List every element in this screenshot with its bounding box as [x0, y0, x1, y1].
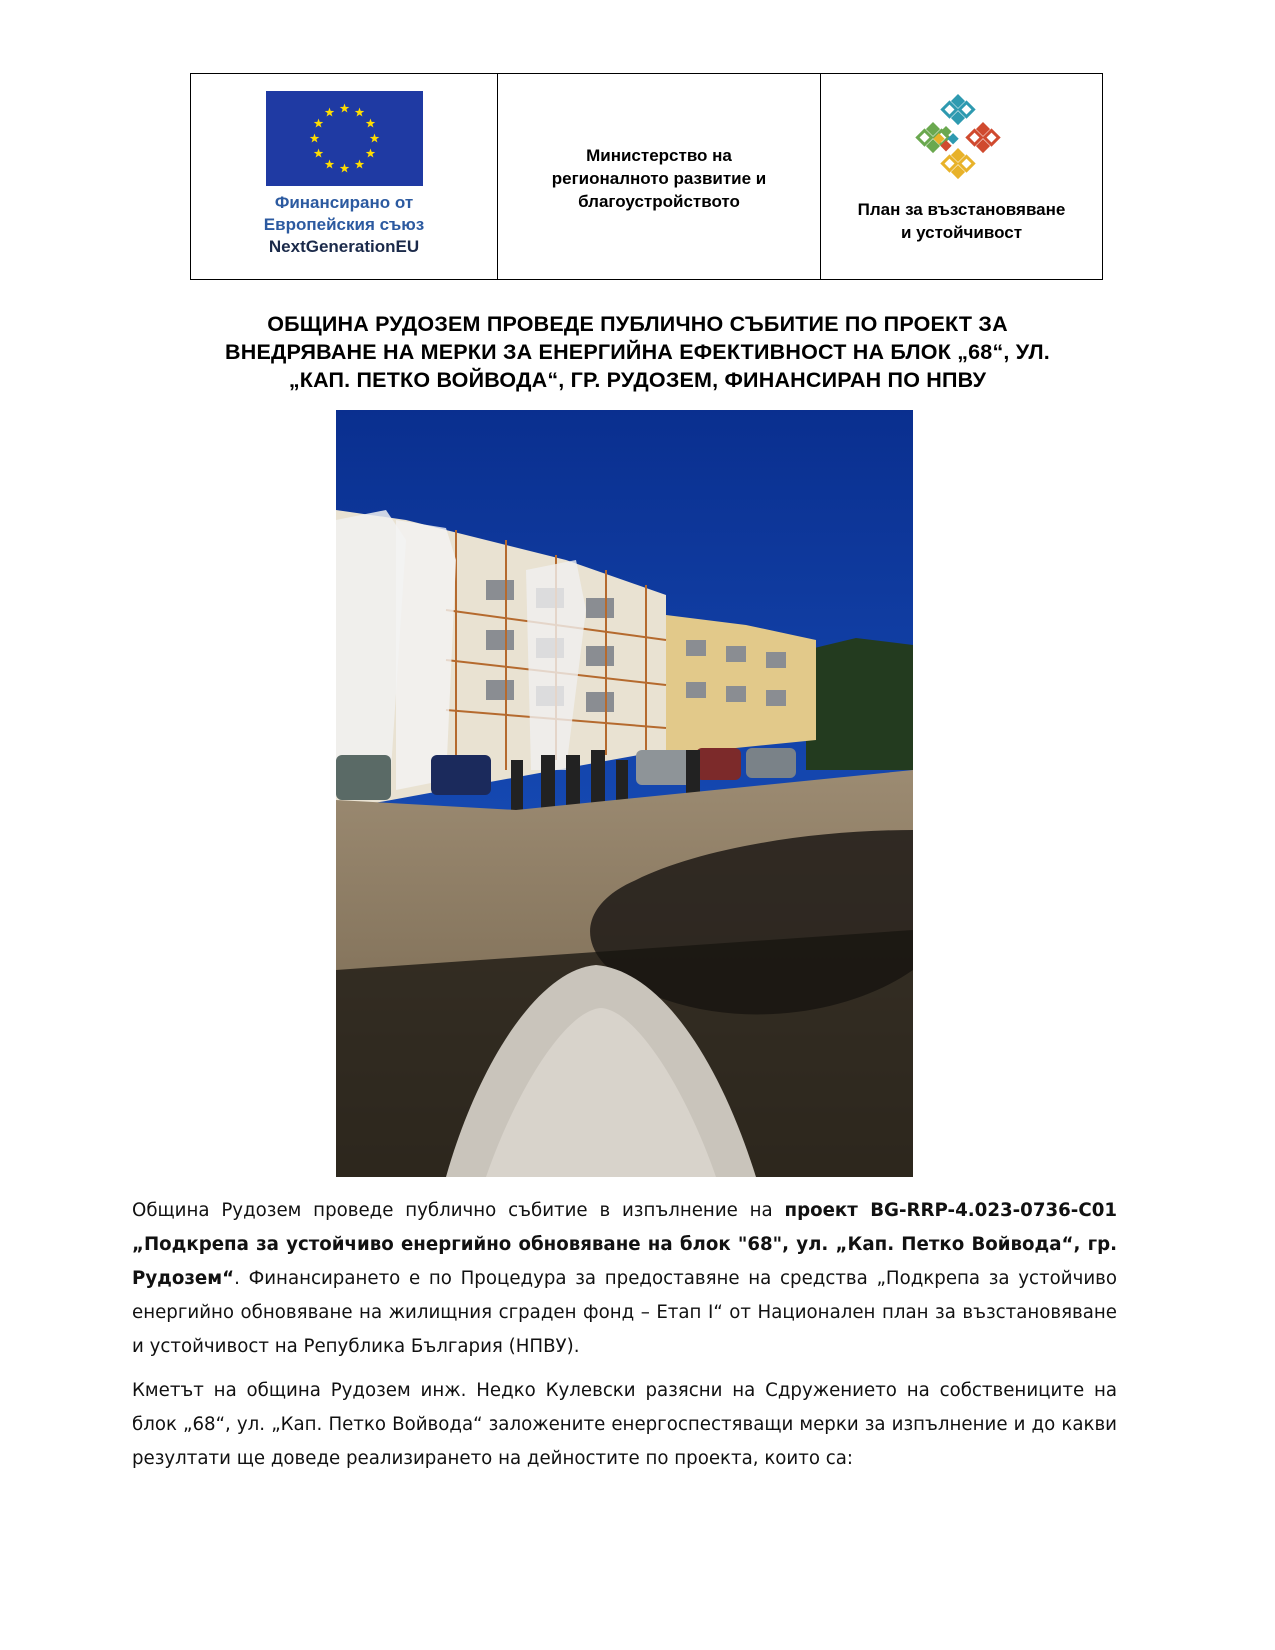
ministry-line-3: благоустройството [578, 192, 740, 211]
eu-line-1: Финансирано от [274, 193, 414, 212]
ministry-line-2: регионалното развитие и [551, 169, 767, 188]
eu-star-icon [340, 104, 350, 113]
ministry-line-1: Министерство на [586, 146, 732, 165]
title-line-2: ВНЕДРЯВАНЕ НА МЕРКИ ЗА ЕНЕРГИЙНА ЕФЕКТИВНОСТ НА БЛОК „68“, УЛ. [225, 340, 1050, 364]
building-photo [336, 410, 913, 1177]
eu-funding-caption [191, 192, 497, 258]
plan-line-2: и устойчивост [900, 223, 1023, 242]
recovery-plan-logo-icon [901, 86, 1016, 186]
eu-star-icon [310, 134, 320, 143]
paragraph1-intro: Община Рудозем проведе публично събитие в изпълнение на [132, 1200, 785, 1221]
eu-star-icon [355, 159, 365, 168]
eu-star-icon [340, 164, 350, 173]
eu-star-icon [355, 108, 365, 117]
eu-flag-icon [266, 91, 423, 186]
eu-star-icon [370, 134, 380, 143]
title-line-1: ОБЩИНА РУДОЗЕМ ПРОВЕДЕ ПУБЛИЧНО СЪБИТИЕ ПО ПРОЕКТ ЗА [267, 312, 1008, 336]
eu-star-icon [314, 119, 324, 128]
eu-star-icon [314, 149, 324, 158]
header-logos-table [190, 73, 1103, 280]
plan-line-1: План за възстановяване [857, 200, 1066, 219]
eu-star-icon [325, 159, 335, 168]
eu-line-3: NextGenerationEU [268, 237, 420, 256]
document-title [140, 310, 1135, 394]
eu-star-icon [366, 149, 376, 158]
ministry-name [498, 144, 820, 213]
paragraph-mayor-statement: Кметът на община Рудозем инж. Недко Кулевски разясни на Сдружението на собствениците на блок „68“, ул. „Кап. Петко Войвода“ заложените енергоспестяващи мерки за изпълнение и до какви резултати ще доведе реализирането на дейностите по проекта, които са: [132, 1380, 1117, 1469]
title-line-3: „КАП. ПЕТКО ВОЙВОДА“, ГР. РУДОЗЕМ, ФИНАНСИРАН ПО НПВУ [288, 368, 987, 392]
eu-star-icon [325, 108, 335, 117]
paragraph-project-info [132, 1194, 1117, 1364]
eu-star-icon [366, 119, 376, 128]
recovery-plan-cell [821, 74, 1102, 279]
eu-funding-cell [191, 74, 498, 279]
ministry-cell [498, 74, 821, 279]
paragraph1-project-name: проект BG-RRP-4.023-0736-C01 „Подкрепа за устойчиво енергийно обновяване на блок "68", ул. „Кап. Петко Войвода“, гр. Рудозем“ [132, 1200, 1117, 1289]
recovery-plan-caption [821, 198, 1102, 244]
eu-line-2: Европейския съюз [263, 215, 425, 234]
eu-stars-icon [266, 91, 423, 186]
paragraph1-funding: . Финансирането е по Процедура за предоставяне на средства „Подкрепа за устойчиво енергийно обновяване на жилищния сграден фонд – Етап I“ от Национален план за възстановяване и устойчивост на Република България (НПВУ). [132, 1268, 1117, 1357]
